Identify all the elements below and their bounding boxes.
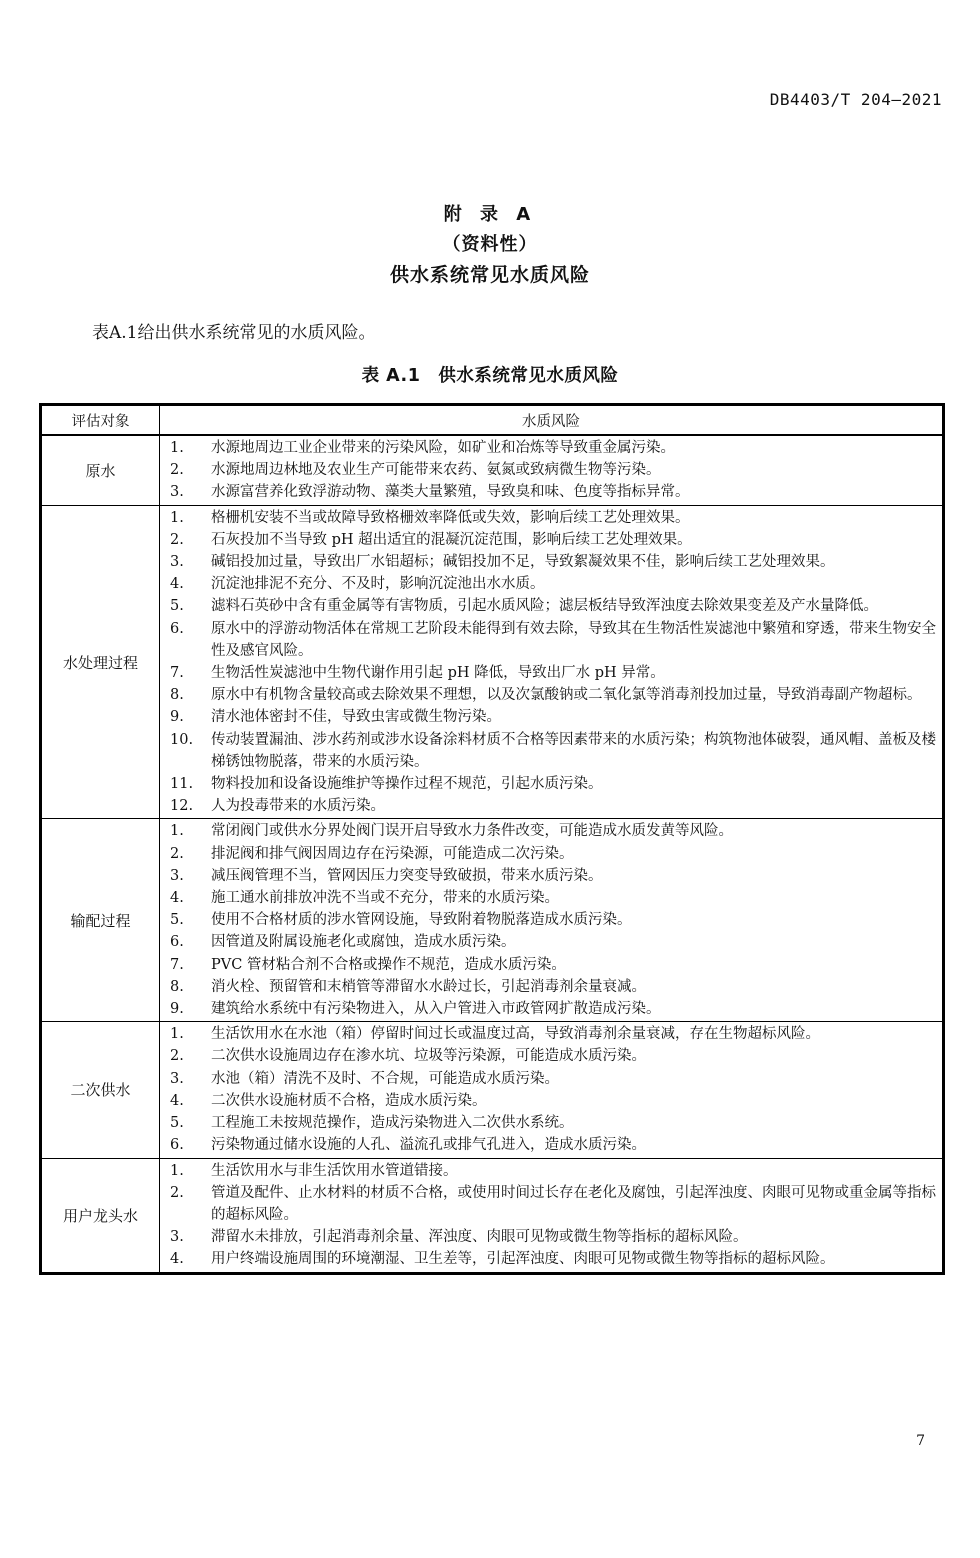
risk-item-text: 减压阀管理不当，管网因压力突变导致破损，带来水质污染。 — [211, 867, 603, 884]
risk-item-number: 9. — [170, 1001, 184, 1018]
risk-item-number: 5. — [170, 912, 184, 929]
risk-item-number: 6. — [170, 620, 184, 637]
risk-item-text: 滤料石英砂中含有重金属等有害物质，引起水质风险；滤层板结导致浑浊度去除效果变差及产水量降低。 — [211, 598, 878, 615]
document-code: DB4403/T 204—2021 — [769, 90, 942, 109]
assessment-object-cell: 二次供水 — [41, 1022, 160, 1158]
risk-item — [170, 909, 936, 931]
risk-item-text: 生物活性炭滤池中生物代谢作用引起 pH 降低，导致出厂水 pH 异常。 — [211, 665, 665, 682]
risk-item-number: 12. — [170, 798, 194, 815]
risk-item-text: 二次供水设施材质不合格，造成水质污染。 — [211, 1092, 487, 1109]
risk-item-text: PVC 管材粘合剂不合格或操作不规范，造成水质污染。 — [211, 956, 566, 973]
risk-item — [170, 1134, 936, 1156]
risk-item-text: 建筑给水系统中有污染物进入，从入户管进入市政管网扩散造成污染。 — [211, 1001, 661, 1018]
risk-item-number: 2. — [170, 462, 184, 479]
risk-item-text: 物料投加和设备设施维护等操作过程不规范，引起水质污染。 — [211, 776, 603, 793]
risk-item-text: 生活饮用水与非生活饮用水管道错接。 — [211, 1162, 458, 1179]
risk-item — [170, 706, 936, 728]
risk-item-number: 4. — [170, 576, 184, 593]
risk-item — [170, 1068, 936, 1090]
risk-item-number: 1. — [170, 509, 184, 526]
risk-item-number: 8. — [170, 687, 184, 704]
page-number: 7 — [916, 1433, 925, 1449]
risk-item — [170, 931, 936, 953]
risk-items-cell — [160, 505, 944, 819]
table-header-row — [41, 405, 944, 436]
risk-item-text: 二次供水设施周边存在渗水坑、垃圾等污染源，可能造成水质污染。 — [211, 1048, 646, 1065]
assessment-object-cell: 水处理过程 — [41, 505, 160, 819]
risk-item-number: 3. — [170, 554, 184, 571]
risk-item — [170, 1090, 936, 1112]
risk-item-text: 管道及配件、止水材料的材质不合格，或使用时间过长存在老化及腐蚀，引起浑浊度、肉眼可见物或重金属等指标的超标风险。 — [211, 1184, 936, 1223]
risk-item-text: 排泥阀和排气阀因周边存在污染源，可能造成二次污染。 — [211, 845, 574, 862]
risk-item-text: 施工通水前排放冲洗不当或不充分，带来的水质污染。 — [211, 890, 559, 907]
risk-item — [170, 437, 936, 459]
risk-item-number: 1. — [170, 823, 184, 840]
risk-item — [170, 773, 936, 795]
risk-item — [170, 976, 936, 998]
risk-item-number: 7. — [170, 665, 184, 682]
risk-item-text: 生活饮用水在水池（箱）停留时间过长或温度过高，导致消毒剂余量衰减，存在生物超标风险。 — [211, 1026, 820, 1043]
risk-item — [170, 662, 936, 684]
risk-item-text: 清水池体密封不佳，导致虫害或微生物污染。 — [211, 709, 501, 726]
risk-item — [170, 729, 936, 773]
risk-item-text: 水池（箱）清洗不及时、不合规，可能造成水质污染。 — [211, 1070, 559, 1087]
risk-item-number: 2. — [170, 845, 184, 862]
risk-items-cell — [160, 819, 944, 1022]
risk-item — [170, 954, 936, 976]
risk-item-text: 原水中有机物含量较高或去除效果不理想，以及次氯酸钠或二氧化氯等消毒剂投加过量，导致消毒副产物超标。 — [211, 687, 922, 704]
risk-item — [170, 507, 936, 529]
risk-item — [170, 1160, 936, 1182]
risk-item-number: 6. — [170, 1137, 184, 1154]
risk-item-text: 因管道及附属设施老化或腐蚀，造成水质污染。 — [211, 934, 516, 951]
risk-item-number: 4. — [170, 890, 184, 907]
risk-item — [170, 1112, 936, 1134]
risk-item-text: 传动装置漏油、涉水药剂或涉水设备涂料材质不合格等因素带来的水质污染；构筑物池体破裂，通风帽、盖板及楼梯锈蚀物脱落，带来的水质污染。 — [211, 731, 936, 770]
table-row — [41, 435, 944, 505]
risk-items-cell — [160, 435, 944, 505]
water-quality-risk-table — [39, 403, 945, 1275]
risk-item-number: 4. — [170, 1092, 184, 1109]
risk-item — [170, 481, 936, 503]
assessment-object-cell: 原水 — [41, 435, 160, 505]
table-row — [41, 1022, 944, 1158]
risk-item — [170, 998, 936, 1020]
risk-item — [170, 887, 936, 909]
risk-item-number: 3. — [170, 867, 184, 884]
risk-item-text: 使用不合格材质的涉水管网设施，导致附着物脱落造成水质污染。 — [211, 912, 632, 929]
risk-item — [170, 1226, 936, 1248]
risk-item-text: 人为投毒带来的水质污染。 — [211, 798, 385, 815]
risk-item-number: 8. — [170, 978, 184, 995]
risk-item — [170, 843, 936, 865]
header-assessment-object: 评估对象 — [41, 405, 160, 436]
risk-item-number: 1. — [170, 440, 184, 456]
risk-item-number: 4. — [170, 1251, 184, 1268]
risk-item-number: 5. — [170, 598, 184, 615]
risk-item-number: 3. — [170, 1229, 184, 1246]
risk-item-text: 常闭阀门或供水分界处阀门误开启导致水力条件改变，可能造成水质发黄等风险。 — [211, 823, 733, 840]
risk-item-number: 5. — [170, 1115, 184, 1132]
risk-item — [170, 551, 936, 573]
annex-label: 附 录 A — [443, 204, 537, 225]
table-body — [41, 435, 944, 1273]
risk-item — [170, 1182, 936, 1226]
risk-item — [170, 529, 936, 551]
risk-item — [170, 795, 936, 817]
risk-item-number: 1. — [170, 1026, 184, 1043]
risk-item — [170, 1248, 936, 1270]
risk-item-number: 3. — [170, 484, 184, 501]
table-caption: 表 A.1 供水系统常见水质风险 — [361, 366, 619, 386]
risk-item-number: 7. — [170, 956, 184, 973]
risk-item-text: 消火栓、预留管和末梢管等滞留水水龄过长，引起消毒剂余量衰减。 — [211, 978, 646, 995]
risk-item — [170, 865, 936, 887]
risk-item — [170, 684, 936, 706]
risk-item-number: 10. — [170, 731, 194, 748]
risk-item-number: 2. — [170, 531, 184, 548]
risk-item-number: 3. — [170, 1070, 184, 1087]
risk-items-cell — [160, 1158, 944, 1273]
risk-item-text: 工程施工未按规范操作，造成污染物进入二次供水系统。 — [211, 1115, 574, 1132]
assessment-object-cell: 用户龙头水 — [41, 1158, 160, 1273]
annex-nature: （资料性） — [442, 234, 538, 255]
risk-item-number: 2. — [170, 1184, 184, 1201]
risk-item — [170, 1023, 936, 1045]
risk-item-number: 2. — [170, 1048, 184, 1065]
risk-item-text: 滞留水未排放，引起消毒剂余量、浑浊度、肉眼可见物或微生物等指标的超标风险。 — [211, 1229, 748, 1246]
risk-item-text: 格栅机安装不当或故障导致格栅效率降低或失效，影响后续工艺处理效果。 — [211, 509, 690, 526]
risk-item-text: 水源地周边工业企业带来的污染风险，如矿业和冶炼等导致重金属污染。 — [211, 440, 675, 456]
risk-item-number: 11. — [170, 776, 194, 793]
risk-item — [170, 820, 936, 842]
risk-item-number: 9. — [170, 709, 184, 726]
risk-item — [170, 459, 936, 481]
risk-item-number: 1. — [170, 1162, 184, 1179]
risk-item-text: 石灰投加不当导致 pH 超出适宜的混凝沉淀范围，影响后续工艺处理效果。 — [211, 531, 692, 548]
table-row — [41, 819, 944, 1022]
risk-item-text: 沉淀池排泥不充分、不及时，影响沉淀池出水水质。 — [211, 576, 545, 593]
risk-item-text: 水源地周边林地及农业生产可能带来农药、氨氮或致病微生物等污染。 — [211, 462, 661, 479]
risk-item — [170, 618, 936, 662]
annex-title: 供水系统常见水质风险 — [389, 264, 590, 286]
risk-items-cell — [160, 1022, 944, 1158]
table-row — [41, 1158, 944, 1273]
risk-item-number: 6. — [170, 934, 184, 951]
header-water-quality-risk: 水质风险 — [160, 405, 944, 436]
risk-item-text: 碱铝投加过量，导致出厂水铝超标；碱铝投加不足，导致絮凝效果不佳，影响后续工艺处理效果。 — [211, 554, 835, 571]
risk-item-text: 原水中的浮游动物活体在常规工艺阶段未能得到有效去除，导致其在生物活性炭滤池中繁殖和穿透，带来生物安全性及感官风险。 — [211, 620, 936, 659]
table-row — [41, 505, 944, 819]
intro-paragraph: 表A.1给出供水系统常见的水质风险。 — [92, 323, 376, 343]
risk-item — [170, 595, 936, 617]
risk-item-text: 污染物通过储水设施的人孔、溢流孔或排气孔进入，造成水质污染。 — [211, 1137, 646, 1154]
risk-item-text: 用户终端设施周围的环境潮湿、卫生差等，引起浑浊度、肉眼可见物或微生物等指标的超标风险。 — [211, 1251, 835, 1268]
risk-item — [170, 1045, 936, 1067]
risk-item — [170, 573, 936, 595]
risk-item-text: 水源富营养化致浮游动物、藻类大量繁殖，导致臭和味、色度等指标异常。 — [211, 484, 690, 501]
assessment-object-cell: 输配过程 — [41, 819, 160, 1022]
